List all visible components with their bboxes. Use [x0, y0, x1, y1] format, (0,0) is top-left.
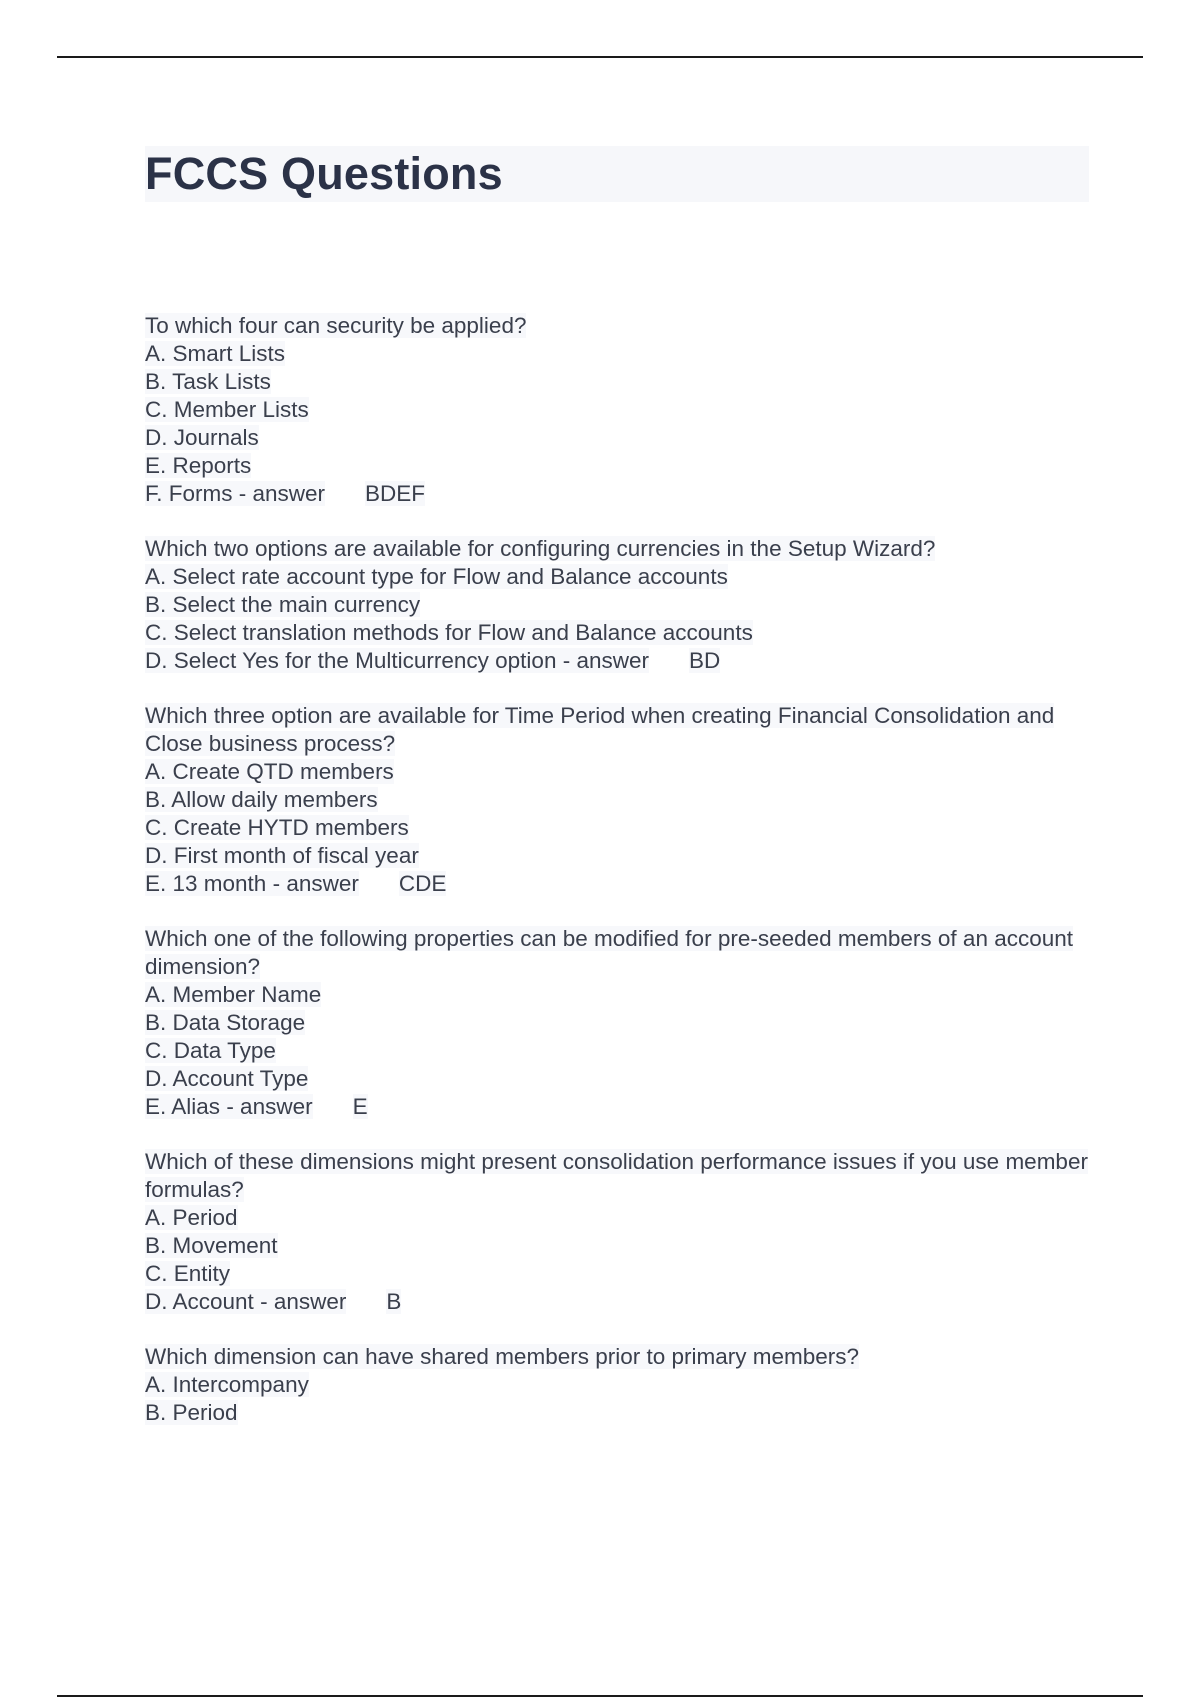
page-top-rule	[57, 56, 1143, 58]
question-1-option-e: E. Reports	[145, 453, 252, 478]
page-bottom-rule	[57, 1695, 1143, 1697]
question-2-option-c: C. Select translation methods for Flow and Balance accounts	[145, 620, 753, 645]
question-3-option-b: B. Allow daily members	[145, 787, 378, 812]
question-1-option-f: F. Forms	[145, 481, 233, 506]
question-2-answer: BD	[689, 648, 721, 673]
question-3-stem: Which three option are available for Time Period when creating Financial Consolidation and Close business process?	[145, 703, 1055, 756]
question-2-answer-line	[145, 647, 1095, 675]
answer-label: - answer	[260, 1289, 347, 1314]
question-1-stem: To which four can security be applied?	[145, 313, 527, 338]
question-5	[145, 1148, 1095, 1316]
question-4-option-c: C. Data Type	[145, 1038, 276, 1063]
answer-label: - answer	[272, 871, 359, 896]
question-2-option-d: D. Select Yes for the Multicurrency option	[145, 648, 557, 673]
question-3-option-c: C. Create HYTD members	[145, 815, 409, 840]
question-6	[145, 1343, 1095, 1427]
question-1-option-b: B. Task Lists	[145, 369, 271, 394]
question-5-option-a: A. Period	[145, 1205, 238, 1230]
question-1	[145, 312, 1095, 508]
question-6-stem: Which dimension can have shared members prior to primary members?	[145, 1344, 860, 1369]
question-4-stem: Which one of the following properties can be modified for pre-seeded members of an account dimension?	[145, 926, 1074, 979]
answer-label: - answer	[238, 481, 326, 506]
question-2-stem: Which two options are available for configuring currencies in the Setup Wizard?	[145, 536, 936, 561]
question-4-option-b: B. Data Storage	[145, 1010, 306, 1035]
question-5-option-c: C. Entity	[145, 1261, 231, 1286]
question-5-stem: Which of these dimensions might present consolidation performance issues if you use member formulas?	[145, 1149, 1088, 1202]
question-4-option-d: D. Account Type	[145, 1066, 309, 1091]
question-2-option-a: A. Select rate account type for Flow and Balance accounts	[145, 564, 728, 589]
question-5-answer-line	[145, 1288, 1095, 1316]
title-block	[145, 146, 1089, 202]
question-5-answer: B	[386, 1289, 402, 1314]
question-1-option-d: D. Journals	[145, 425, 259, 450]
question-3-option-d: D. First month of fiscal year	[145, 843, 419, 868]
question-1-option-a: A. Smart Lists	[145, 341, 286, 366]
question-6-option-b: B. Period	[145, 1400, 238, 1425]
question-1-answer-line	[145, 480, 1095, 508]
question-4-answer: E	[352, 1094, 368, 1119]
question-list	[145, 312, 1095, 1454]
question-2-option-b: B. Select the main currency	[145, 592, 421, 617]
question-3-answer-line	[145, 870, 1095, 898]
question-6-option-a: A. Intercompany	[145, 1372, 309, 1397]
question-5-option-d: D. Account	[145, 1289, 254, 1314]
question-3-option-e: E. 13 month	[145, 871, 267, 896]
answer-label: - answer	[226, 1094, 313, 1119]
question-4-answer-line	[145, 1093, 1095, 1121]
question-5-option-b: B. Movement	[145, 1233, 278, 1258]
question-1-answer: BDEF	[365, 481, 426, 506]
question-3-answer: CDE	[398, 871, 447, 896]
question-1-option-c: C. Member Lists	[145, 397, 309, 422]
question-3	[145, 702, 1095, 898]
question-2	[145, 535, 1095, 675]
question-4	[145, 925, 1095, 1121]
question-3-option-a: A. Create QTD members	[145, 759, 394, 784]
answer-label: - answer	[562, 648, 650, 673]
page-title: FCCS Questions	[145, 148, 503, 199]
question-4-option-a: A. Member Name	[145, 982, 322, 1007]
question-4-option-e: E. Alias	[145, 1094, 221, 1119]
